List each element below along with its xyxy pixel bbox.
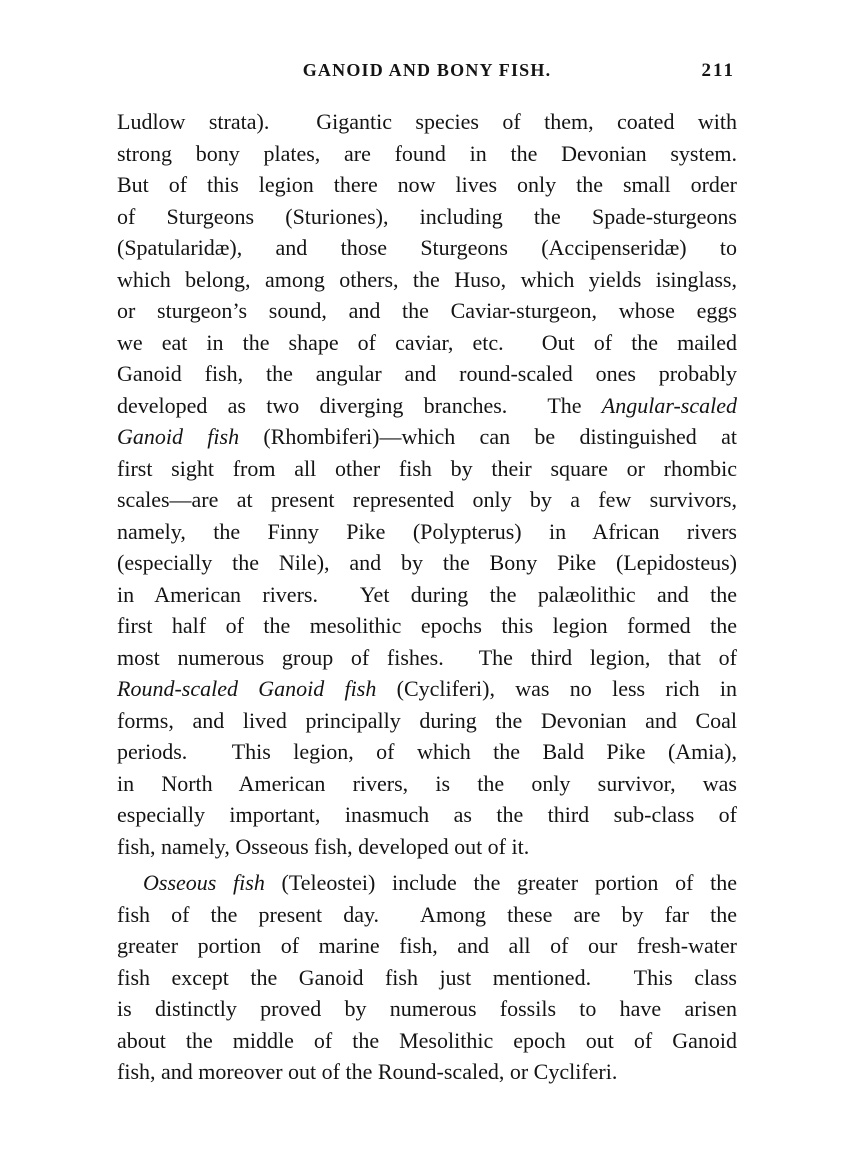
text-run: fish of the present day. Among these are by far the — [117, 901, 737, 927]
text-line — [117, 867, 737, 899]
text-line — [117, 579, 737, 611]
text-line — [117, 899, 737, 931]
italic-term: Angular-scaled — [601, 392, 737, 418]
text-line — [117, 1025, 737, 1057]
text-line — [117, 930, 737, 962]
text-line — [117, 358, 737, 390]
text-line — [117, 421, 737, 453]
text-run: or sturgeon’s sound, and the Caviar-sturgeon, whose eggs — [117, 298, 737, 323]
text-line — [117, 516, 737, 548]
text-run: most numerous group of fishes. The third legion, that of — [117, 644, 737, 670]
text-run: especially important, inasmuch as the third sub-class of — [117, 802, 737, 827]
text-line — [117, 264, 737, 296]
text-run: But of this legion there now lives only the small order — [117, 172, 737, 197]
text-line — [117, 390, 737, 422]
text-run: namely, the Finny Pike (Polypterus) in African rivers — [117, 518, 737, 544]
text-run: we eat in the shape of caviar, etc. Out of the mailed — [117, 329, 737, 355]
text-run: (Teleostei) include the greater portion of the — [264, 870, 737, 895]
text-run: fish, namely, Osseous fish, developed out of it. — [117, 833, 530, 859]
text-line — [117, 962, 737, 994]
text-run: fish, and moreover out of the Round-scaled, or Cycliferi. — [117, 1059, 618, 1084]
text-run: (Rhombiferi)—which can be distinguished at — [239, 424, 737, 449]
text-run: first sight from all other fish by their square or rhombic — [117, 455, 737, 481]
text-line — [117, 736, 737, 768]
text-line — [117, 484, 737, 516]
text-run: (Spatularidæ), and those Sturgeons (Accipenseridæ) to — [117, 235, 737, 260]
text-line — [117, 106, 737, 138]
text-line — [117, 768, 737, 800]
italic-term: Round-scaled Ganoid fish — [117, 676, 377, 701]
running-head — [117, 60, 737, 90]
text-run: forms, and lived principally during the Devonian and Coal — [117, 707, 737, 733]
text-line — [117, 201, 737, 233]
text-run: first half of the mesolithic epochs this legion formed the — [117, 613, 737, 638]
text-run: Ganoid fish, the angular and round-scaled ones probably — [117, 361, 737, 386]
text-run: in North American rivers, is the only survivor, was — [117, 770, 737, 796]
text-run: of Sturgeons (Sturiones), including the Spade-sturgeons — [117, 203, 737, 229]
page-number: 211 — [701, 60, 735, 81]
text-line — [117, 232, 737, 264]
text-run: developed as two diverging branches. The — [117, 392, 602, 418]
chapter-title: GANOID AND BONY FISH. — [302, 60, 552, 80]
text-line — [117, 642, 737, 674]
text-line — [117, 453, 737, 485]
text-line — [117, 831, 737, 863]
text-run: in American rivers. Yet during the palæolithic and the — [117, 581, 737, 607]
text-line — [117, 138, 737, 170]
italic-term: Osseous fish — [143, 870, 265, 895]
text-line — [117, 799, 737, 831]
text-run: Ludlow strata). Gigantic species of them, coated with — [117, 109, 737, 134]
body-text — [117, 106, 737, 1088]
paragraph — [117, 867, 737, 1088]
text-line — [117, 327, 737, 359]
text-run: (especially the Nile), and by the Bony Pike (Lepidosteus) — [117, 550, 737, 575]
text-run: strong bony plates, are found in the Devonian system. — [117, 140, 737, 166]
text-run: fish except the Ganoid fish just mentioned. This class — [117, 964, 737, 990]
text-line — [117, 1056, 737, 1088]
text-line — [117, 705, 737, 737]
text-run: about the middle of the Mesolithic epoch out of Ganoid — [117, 1027, 737, 1053]
text-run: (Cycliferi), was no less rich in — [376, 676, 737, 701]
text-line — [117, 295, 737, 327]
text-run: greater portion of marine fish, and all of our fresh-water — [117, 933, 737, 958]
italic-term: Ganoid fish — [117, 424, 240, 449]
text-run: scales—are at present represented only by a few survivors, — [117, 487, 737, 512]
paragraph — [117, 106, 737, 862]
text-run: is distinctly proved by numerous fossils to have arisen — [117, 996, 737, 1021]
text-line — [117, 547, 737, 579]
text-line — [117, 673, 737, 705]
text-run: which belong, among others, the Huso, which yields isinglass, — [117, 266, 737, 292]
text-line — [117, 993, 737, 1025]
text-line — [117, 169, 737, 201]
text-line — [117, 610, 737, 642]
text-run: periods. This legion, of which the Bald Pike (Amia), — [117, 739, 737, 764]
